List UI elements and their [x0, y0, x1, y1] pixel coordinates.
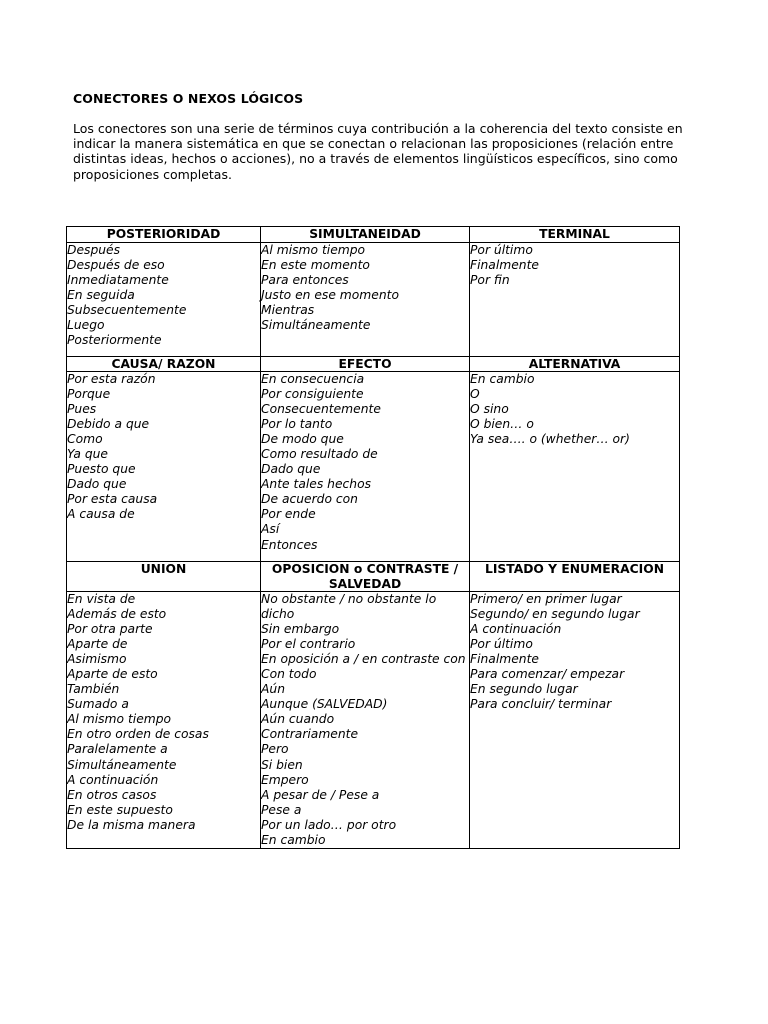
connector-item: Pese a — [261, 802, 302, 817]
connector-item: Luego — [67, 317, 105, 332]
connector-item: Al mismo tiempo — [67, 712, 172, 727]
connector-item: De la misma manera — [67, 817, 196, 832]
connector-item: O — [470, 387, 480, 402]
connector-item: O sino — [470, 402, 509, 417]
connector-item: Mientras — [261, 302, 315, 317]
table-row — [67, 242, 680, 356]
cell-oposicion-contraste — [261, 592, 470, 849]
connector-item: Posteriormente — [67, 332, 162, 347]
connector-item: Simultáneamente — [261, 317, 371, 332]
connector-item: Para entonces — [261, 272, 349, 287]
cell-simultaneidad — [261, 242, 470, 356]
header-simultaneidad: SIMULTANEIDAD — [261, 227, 470, 243]
header-causa-razon: CAUSA/ RAZON — [67, 356, 261, 372]
connector-item: A pesar de / Pese a — [261, 787, 380, 802]
connector-item: De acuerdo con — [261, 492, 358, 507]
header-oposicion-contraste: OPOSICION o CONTRASTE / SALVEDAD — [261, 562, 470, 592]
cell-union — [67, 592, 261, 849]
connector-item: Como — [67, 432, 103, 447]
connector-item: En seguida — [67, 287, 135, 302]
connector-item: También — [67, 682, 120, 697]
intro-line: distintas ideas, hechos o acciones), no a través de elementos lingüísticos específicos, sino como — [73, 151, 678, 167]
connector-item: A continuación — [470, 622, 562, 637]
connector-item: Por consiguiente — [261, 387, 364, 402]
connector-item: Aunque (SALVEDAD) — [261, 697, 388, 712]
connector-item: Inmediatamente — [67, 272, 169, 287]
connector-item: Primero/ en primer lugar — [470, 592, 622, 606]
cell-efecto — [261, 372, 470, 562]
connector-item: Con todo — [261, 667, 317, 682]
connector-item: Por otra parte — [67, 622, 153, 637]
connector-item: Por esta razón — [67, 372, 156, 386]
connector-item: Por fin — [470, 272, 510, 287]
connector-item: Por ende — [261, 507, 316, 522]
cell-listado-enumeracion — [470, 592, 680, 849]
connector-item: Para comenzar/ empezar — [470, 667, 625, 682]
connector-item: Contrariamente — [261, 727, 359, 742]
connector-item: En consecuencia — [261, 372, 365, 386]
connector-item: En este momento — [261, 257, 370, 272]
connector-item: Así — [261, 522, 280, 537]
connector-item: No obstante / no obstante lo dicho — [261, 592, 437, 622]
connector-item: A causa de — [67, 507, 135, 522]
cell-causa-razon — [67, 372, 261, 562]
connector-item: Ya sea…. o (whether… or) — [470, 432, 630, 447]
connector-item: Aún — [261, 682, 285, 697]
connector-item: En cambio — [261, 832, 326, 847]
connector-item: En este supuesto — [67, 802, 173, 817]
connector-item: Sumado a — [67, 697, 129, 712]
connector-item: Como resultado de — [261, 447, 378, 462]
document-title: CONECTORES O NEXOS LÓGICOS — [73, 91, 304, 106]
connector-item: Justo en ese momento — [261, 287, 399, 302]
intro-line: indicar la manera sistemática en que se conectan o relacionan las proposiciones (relación entre — [73, 136, 674, 152]
cell-posterioridad — [67, 242, 261, 356]
connector-item: Ya que — [67, 447, 108, 462]
connector-item: De modo que — [261, 432, 344, 447]
table-header-row — [67, 356, 680, 372]
header-alternativa: ALTERNATIVA — [470, 356, 680, 372]
connector-item: Dado que — [67, 477, 127, 492]
connector-item: Pues — [67, 402, 97, 417]
connector-item: Consecuentemente — [261, 402, 381, 417]
connector-item: En cambio — [470, 372, 535, 386]
connector-item: O bien… o — [470, 417, 534, 432]
connector-item: Ante tales hechos — [261, 477, 371, 492]
connector-item: A continuación — [67, 772, 159, 787]
header-union: UNION — [67, 562, 261, 592]
connector-item: Pero — [261, 742, 289, 757]
connector-item: Por el contrario — [261, 637, 356, 652]
connector-item: Por lo tanto — [261, 417, 333, 432]
connector-item: Sin embargo — [261, 622, 340, 637]
connector-item: Aparte de esto — [67, 667, 158, 682]
connector-item: Aún cuando — [261, 712, 335, 727]
connector-item: Por último — [470, 242, 533, 257]
connector-item: Asimismo — [67, 652, 127, 667]
connector-item: Segundo/ en segundo lugar — [470, 607, 640, 622]
table-header-row — [67, 562, 680, 592]
table-row — [67, 372, 680, 562]
connector-item: Simultáneamente — [67, 757, 177, 772]
connector-item: Por último — [470, 637, 533, 652]
header-efecto: EFECTO — [261, 356, 470, 372]
header-posterioridad: POSTERIORIDAD — [67, 227, 261, 243]
table-row — [67, 592, 680, 849]
connector-item: Por un lado… por otro — [261, 817, 397, 832]
connector-item: Además de esto — [67, 607, 167, 622]
connector-item: En oposición a / en contraste con — [261, 652, 466, 667]
connector-item: En segundo lugar — [470, 682, 578, 697]
connector-item: Entonces — [261, 537, 318, 552]
connector-item: En otro orden de cosas — [67, 727, 209, 742]
header-listado-enumeracion: LISTADO Y ENUMERACION — [470, 562, 680, 592]
header-terminal: TERMINAL — [470, 227, 680, 243]
connector-item: Porque — [67, 387, 111, 402]
connector-item: Finalmente — [470, 257, 539, 272]
connector-item: Subsecuentemente — [67, 302, 187, 317]
connector-item: Para concluir/ terminar — [470, 697, 612, 712]
cell-terminal — [470, 242, 680, 356]
intro-line: Los conectores son una serie de términos cuya contribución a la coherencia del texto consiste en — [73, 121, 683, 136]
connector-item: Después de eso — [67, 257, 165, 272]
connector-item: Paralelamente a — [67, 742, 168, 757]
connector-item: Debido a que — [67, 417, 150, 432]
connector-item: Puesto que — [67, 462, 136, 477]
connector-item: Si bien — [261, 757, 303, 772]
connector-item: En otros casos — [67, 787, 157, 802]
connector-item: Aparte de — [67, 637, 128, 652]
connector-item: Al mismo tiempo — [261, 242, 366, 257]
connectors-table — [66, 226, 680, 849]
connector-item: Dado que — [261, 462, 321, 477]
connector-item: Empero — [261, 772, 309, 787]
table-header-row — [67, 227, 680, 243]
connector-item: En vista de — [67, 592, 136, 606]
connector-item: Finalmente — [470, 652, 539, 667]
connector-item: Por esta causa — [67, 492, 158, 507]
connector-item: Después — [67, 242, 121, 257]
intro-line: proposiciones completas. — [73, 166, 232, 182]
intro-paragraph — [73, 121, 713, 182]
cell-alternativa — [470, 372, 680, 562]
